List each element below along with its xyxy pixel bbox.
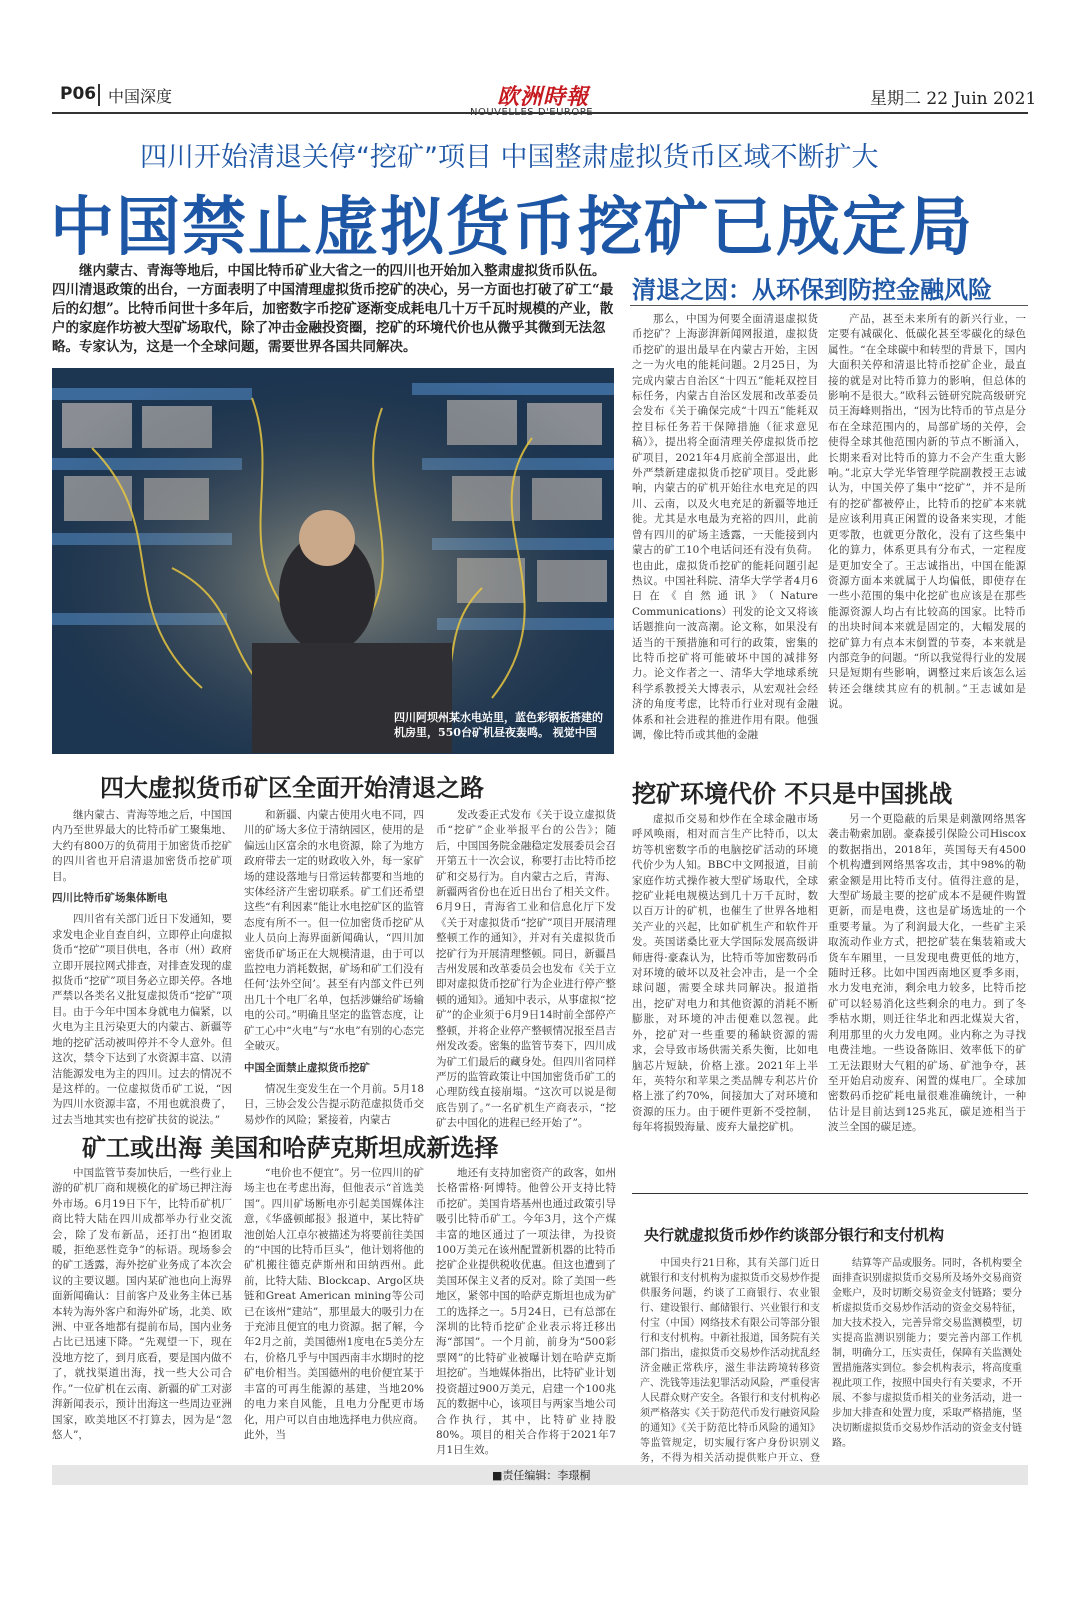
article-column-r3 [632,812,818,1182]
mining-farm-photo [52,368,614,754]
section-name: 中国深度 [108,87,173,106]
article-column-r1 [632,312,818,767]
article-text: 另一个更隐蔽的后果是刺激网络黑客袭击勒索加剧。豪森援引保险公司Hiscox的数据指出，2018年，英国每天有4500个机构遭到网络黑客攻击，其中98%的勒索金额是用比特币支付。值得注意的是，大型矿场最主要的挖矿成本不是硬件购置更新，而是电费，这也是矿场选址的一个重要考量。为了利润最大化，一些矿主采取流动作业方式，把挖矿装在集装箱或大货车车厢里，一旦发现电费更低的地方，随时迁移。比如中国西南地区夏季多雨，水力发电充沛，剩余电力较多，比特币挖矿可以轻易消化这些剩余的电力。到了冬季枯水期，则迁往华北和西北煤炭大省，利用那里的火力发电网。业内称之为寻找电费洼地。一些设备陈旧、效率低下的矿工无法跟财大气粗的矿场、矿池争夺，甚至开始启动废弃、闲置的煤电厂。全球加密数码币挖矿耗电量很难准确统计，一种估计是目前达到125兆瓦，碳足迹相当于波兰全国的碳足迹。 [828,813,1026,1134]
article-text: 中国央行21日称，其有关部门近日就银行和支付机构为虚拟货币交易炒作提供服务问题，约谈了工商银行、农业银行、建设银行、邮储银行、兴业银行和支付宝（中国）网络技术有限公司等部分银行和支付机构。中新社报道，国务院有关部门指出，虚拟货币交易炒作活动扰乱经济金融正常秩序，滋生非法跨境转移资产、洗钱等违法犯罪活动风险，严重侵害人民群众财产安全。各银行和支付机构必须严格落实《关于防范代币发行融资风险的通知》《关于防范比特币风险的通知》等监管规定，切实履行客户身份识别义务，不得为相关活动提供账户开立、登 [640,1258,820,1464]
article-text: “电价也不便宜”。另一位四川的矿场主也在考虑出海，但他表示“首选美国”。四川矿场断电亦引起美国媒体注意，《华盛顿邮报》报道中，某比特矿池创始人江卓尔被描述为将要前往美国的“中国的比特币巨头”，他计划将他的矿机搬往德克萨斯州和田纳西州。此前，比特大陆、Blockcap、Argo区块链和Great American mining等公司已在该州“建站”，那里最大的吸引力在于充沛且便宜的电力资源。据了解，今年2月之前，美国德州1度电在5美分左右，价格几乎与中国西南丰水期时的挖矿电价相当。美国德州的电价便宜某于丰富的可再生能源的基建，当地20%的电力来自风能，且电力分配更市场化，用户可以自由地选择电力供应商。此外，当 [244,1167,424,1441]
article-text: 中国监管节奏加快后，一些行业上游的矿机厂商和规模化的矿场已押注海外市场。6月19日下午，比特币矿机厂商比特大陆在四川成都举办行业交流会，除了发布新品，还打出“抱团取暖，拒绝恶性竞争”的标语。现场参会的矿工透露，海外挖矿业务成了本次会议的主要议题。国内某矿池也向上海界面新闻确认：目前客户及业务主体已基本转为海外客户和海外矿场，北美、欧洲、中亚各地都有提前布局，国内业务占比已迅速下降。“先观望一下，现在没地方挖了，到月底看，要是国内做不了，就找渠道出海，找一些大公司合作。”一位矿机在云南、新疆的矿工对澎湃新闻表示，预计出海这一些周边亚洲国家，欧美地区不打算去，因为是“忽悠人”， [52,1167,232,1441]
issue-date: 星期二 22 Juin 2021 [870,89,1037,109]
article-column-c1 [52,808,232,1126]
article-text: 结算等产品或服务。同时，各机构要全面排查识别虚拟货币交易所及场外交易商资金账户，及时切断交易资金支付链路；要分析虚拟货币交易炒作活动的资金交易特征，加大技术投入，完善异常交易监测模型，切实提高监测识别能力；要完善内部工作机制，明确分工，压实责任，保障有关监测处置措施落实到位。参会机构表示，将高度重视此项工作，按照中国央行有关要求，不开展、不参与虚拟货币相关的业务活动，进一步加大排查和处置力度，采取严格措施，坚决切断虚拟货币交易炒作活动的资金支付链路。 [832,1258,1022,1449]
article-text: 继内蒙古、青海等地之后，中国国内乃至世界最大的比特币矿工聚集地、大约有800万的负荷用于加密货币挖矿的四川省也开启清退加密货币挖矿项目。 [52,809,232,883]
article-text: 产品，甚至未来所有的新兴行业，一定要有减碳化、低碳化甚至零碳化的绿色属性。“在全球碳中和转型的背景下，国内大面积关停和清退比特币挖矿企业，最直接的就是对比特币算力的影响，但总体的影响不是很大。”欧科云链研究院高级研究员王海峰则指出，“因为比特币的节点是分布在全球范围内的，局部矿场的关停，会使得全球其他范围内新的节点不断涌入，长期来看对比特币的算力不会产生重大影响。”北京大学光华管理学院副教授王志诚认为，中国关停了集中“挖矿”，并不是所有的挖矿都被停止，比特币的挖矿本来就是应该利用真正闲置的设备来实现，才能更零散，也就更分散化，没有了这些集中化的算力，体系更具有分布式，一定程度是更加安全了。王志诚指出，中国在能源资源方面本来就属于人均偏低，即使存在一些小范围的集中化挖矿也应该是在那些能源资源人均占有比较高的国家。比特币的出块时间本来就是固定的，大幅发展的挖矿算力有点本末倒置的节奏，本来就是内部竞争的问题。“所以我觉得行业的发展只是短期有些影响，调整过来后该怎么运转还会继续其应有的机制。”王志诚如是说。 [828,313,1026,711]
section-title-clearing: 四大虚拟货币矿区全面开始清退之路 [100,773,484,802]
article-column-r4 [828,812,1026,1182]
article-text: 虚拟币交易和炒作在全球金融市场呼风唤雨，相对而言生产比特币，以太坊等机密数字币的电脑挖矿活动的环境代价少为人知。BBC中文网报道，目前家庭作坊式操作被大型矿场取代，全球挖矿业耗电规模达到几十万千瓦时，数以百万计的矿机，也催生了世界各地相关产业的兴起，比如矿机生产和软件开发。英国诺桑比亚大学国际发展高级讲师唐得·豪森认为，比特币等加密数码币对环境的破坏以及社会冲击，是一个全球问题，需要全球共同解决。报道指出，挖矿对电力和其他资源的消耗不断膨胀，对环境的冲击便难以忽视。此外，挖矿对一些重要的稀缺资源的需求，会导致市场供需关系失衡，比如电脑芯片短缺，价格上涨。2021年上半年，英特尔和苹果之类品牌专利芯片价格上涨了约70%，间接加大了对环境和资源的压力。由于硬件更新不受控制，每年将损毁海量、废弃大量挖矿机。 [632,813,818,1134]
section-rule [630,305,1028,306]
article-text: 和新疆、内蒙古使用火电不同，四川的矿场大多位于清纳园区，使用的是偏远山区富余的水电资源，除了为地方政府带去一定的财政收入外，每一家矿场的建设落地与日常运转都要和当地的实体经济产生密切联系。矿工们还希望这些“有利因素”能让水电挖矿区的监管态度有所不一。但一位加密货币挖矿从业人员向上海界面新闻确认，“四川加密货币矿场正在大规模清退，由于可以监控电力消耗数据，矿场和矿工们没有任何‘法外空间’。甚至有内部文件已列出几十个电厂名单，包括涉嫌给矿场输电的公司。”明确且坚定的监管态度，让矿工心中“火电”与“水电”有别的心态完全破灭。 [244,809,424,1053]
newspaper-logo: 欧洲時報 [497,84,590,110]
lead-paragraph: 继内蒙古、青海等地后，中国比特币矿业大省之一的四川也开始加入整肃虚拟货币队伍。四川清退政策的出台，一方面表明了中国清理虚拟货币挖矿的决心，另一方面也打破了矿工“最后的幻想”。比特币问世十多年后，加密数字币挖矿逐渐变成耗电几十万千瓦时规模的产业，散户的家庭作坊被大型矿场取代，除了冲击金融投资圈，挖矿的环境代价也从微乎其微到无法忽略。专家认为，这是一个全球问题，需要世界各国共同解决。 [52,263,614,355]
header-rule [52,112,1028,114]
main-headline: 中国禁止虚拟货币挖矿已成定局 [50,190,974,265]
section-title-central-bank: 央行就虚拟货币炒作约谈部分银行和支付机构 [644,1226,945,1244]
section-title-environment: 挖矿环境代价 不只是中国挑战 [632,779,953,808]
article-text: 发改委正式发布《关于设立虚拟货币“挖矿”企业举报平台的公告》；随后，中国国务院金融稳定发展委员会召开第五十一次会议，称要打击比特币挖矿和交易行为。自内蒙古之后，青海、新疆两省份也在近日出台了相关文件。6月9日，青海省工业和信息化厅下发《关于对虚拟货币“挖矿”项目开展清理整顿工作的通知》，并对有关虚拟货币挖矿行为开展清理整顿。同日，新疆昌吉州发展和改革委员会也发布《关于立即对虚拟货币挖矿行为企业进行停产整顿的通知》。通知中表示，从事虚拟“挖矿”的企业须于6月9日14时前全部停产整顿，并将企业停产整顿情况报至昌吉州发改委。密集的监管节奏下，四川成为矿工们最后的藏身处。但四川省同样严厉的监管政策让中国加密货币矿工的心理防线直接崩塌。“这次可以说是彻底告别了。”一名矿机生产商表示，“挖矿去中国化的进程已经开始了”。 [436,809,616,1130]
box-rule [632,1193,1028,1194]
subheadline: 四川开始清退关停“挖矿”项目 中国整肃虚拟货币区域不断扩大 [140,142,879,173]
article-column-c6 [436,1166,616,1456]
mining-racks-image [52,368,614,754]
article-column-c4 [52,1166,232,1456]
article-column-box-right [832,1256,1022,1456]
article-text: 四川省有关部门近日下发通知，要求发电企业自查自纠，立即停止向虚拟货币“挖矿”项目供电，各市（州）政府立即开展拉网式排查，对排查发现的虚拟货币“挖矿”项目务必立即关停。各地严禁以各类名义批复虚拟货币“挖矿”项目。由于今年中国本身就电力偏紧，以火电为主且污染更大的内蒙古、新疆等地的挖矿活动被叫停并不令人意外。但这次，禁令下达到了水资源丰富、以清洁能源发电为主的四川。过去的情况不是这样的。一位虚拟货币矿工说，“因为四川水资源丰富，不用也就浪费了，过去当地其实也有挖矿扶贫的说法。” [52,913,232,1126]
page-number: P06 [60,84,97,104]
section-title-reasons: 清退之因：从环保到防控金融风险 [632,275,992,304]
article-column-c3 [436,808,616,1130]
article-text: 那么，中国为何要全面清退虚拟货币挖矿？上海澎湃新闻网报道，虚拟货币挖矿的退出最早在内蒙古开始，主因之一为火电的能耗问题。2月25日，为完成内蒙古自治区“十四五”能耗双控目标任务，内蒙古自治区发展和改革委员会发布《关于确保完成“十四五”能耗双控目标任务若干保障措施（征求意见稿）》，提出将全面清理关停虚拟货币挖矿项目，2021年4月底前全部退出，此外严禁新建虚拟货币挖矿项目。受此影响，内蒙古的矿机开始往水电充足的四川、云南，以及火电充足的新疆等地迁徙。尤其是水电最为充裕的四川，此前曾有四川的矿场主透露，一天能接到内蒙古的矿工10个电话问还有没有负荷。也由此，虚拟货币挖矿的能耗问题引起热议。中国社科院、清华大学学者4月6日在《自然通讯》（Nature Communications）刊发的论文又将该话题推向一波高潮。论文称，如果没有适当的干预措施和可行的政策，密集的比特币挖矿将可能破坏中国的减排努力。论文作者之一、清华大学地球系统科学系教授关大博表示，从宏观社会经济的角度考虑，比特币行业对现有金融体系和社会进程的推进作用有限。他强调，像比特币或其他的金融 [632,313,818,741]
article-subhead: 四川比特币矿场集体断电 [52,892,168,905]
article-column-c2 [244,808,424,1126]
article-text: 地还有支持加密资产的政客，如州长格雷格·阿博特。他曾公开支持比特币挖矿。美国肯塔基州也通过政策引导吸引比特币矿工。今年3月，这个产煤丰富的地区通过了一项法律，为投资100万美元在该州配置新机器的比特币挖矿企业提供税收优惠。但这也遭到了美国环保主义者的反对。除了美国一些地区，紧邻中国的哈萨克斯坦也成为矿工的选择之一。5月24日，已有总部在深圳的比特币挖矿企业表示将迁移出海“部国”。一个月前，前身为“500彩票网”的比特矿业被曝计划在哈萨克斯坦挖矿。当地媒体指出，比特矿业计划投资超过900万美元，启建一个100兆瓦的数据中心，该项目与两家当地公司合作执行，其中，比特矿业持股80%。项目的相关合作将于2021年7月1日生效。 [436,1167,616,1457]
article-column-box-left [640,1256,820,1464]
article-column-r2 [828,312,1026,767]
header-divider [98,84,100,106]
editor-credit: ■责任编辑：李璟桐 [492,1469,591,1482]
article-subhead: 中国全面禁止虚拟货币挖矿 [244,1061,370,1074]
article-column-c5 [244,1166,424,1456]
footer-bar [52,1465,1028,1485]
photo-caption: 四川阿坝州某水电站里，蓝色彩钢板搭建的机房里，550台矿机昼夜轰鸣。 视觉中国 [394,711,603,739]
article-text: 情况生变发生在一个月前。5月18日，三协会发公告提示防范虚拟货币交易炒作的风险；紧接着，内蒙古 [244,1082,424,1126]
section-title-overseas: 矿工或出海 美国和哈萨克斯坦成新选择 [82,1133,499,1162]
